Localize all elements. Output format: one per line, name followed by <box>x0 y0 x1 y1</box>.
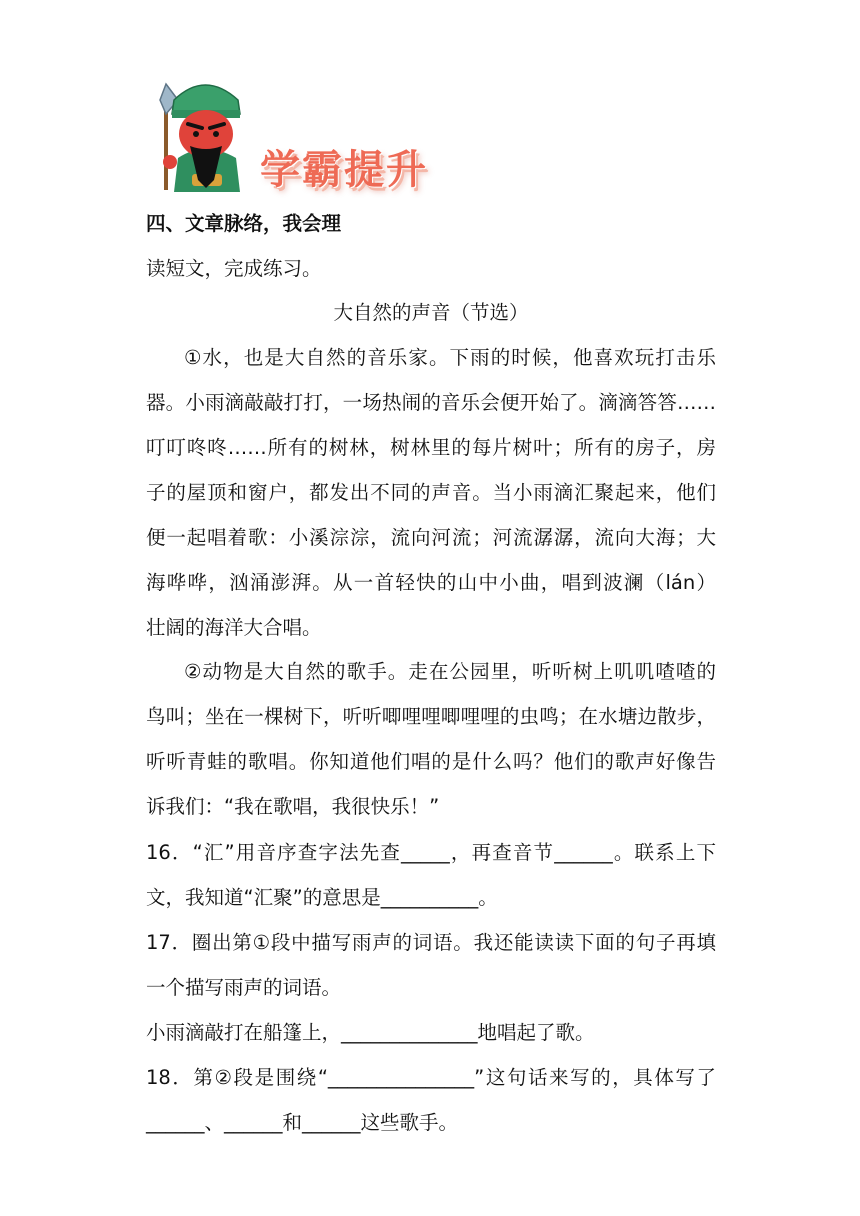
para2-line: 听听青蛙的歌唱。你知道他们唱的是什么吗？他们的歌声好像告 <box>146 750 716 773</box>
section-title: 四、文章脉络，我会理 <box>146 212 342 235</box>
para2-line: 诉我们：“我在歌唱，我很快乐！” <box>146 795 440 818</box>
para1-line: 便一起唱着歌：小溪淙淙，流向河流；河流潺潺，流向大海；大 <box>146 526 716 549</box>
question-16-line: 文，我知道“汇聚”的意思是__________。 <box>146 886 498 909</box>
para1-line: 海哗哗，汹涌澎湃。从一首轻快的山中小曲，唱到波澜（lán） <box>146 571 716 594</box>
xueba-tisheng-logo <box>150 70 460 200</box>
question-16-line: 16．“汇”用音序查字法先查_____，再查音节______。联系上下 <box>146 841 716 864</box>
para1-line: 壮阔的海洋大合唱。 <box>146 616 322 639</box>
para1-line: 器。小雨滴敲敲打打，一场热闹的音乐会便开始了。滴滴答答…… <box>146 391 716 414</box>
para1-line: 子的屋顶和窗户，都发出不同的声音。当小雨滴汇聚起来，他们 <box>146 481 716 504</box>
para1-line: 叮叮咚咚……所有的树林，树林里的每片树叶；所有的房子，房 <box>146 436 716 459</box>
instruction-text: 读短文，完成练习。 <box>146 257 322 280</box>
para2-line: 鸟叫；坐在一棵树下，听听唧哩哩唧哩哩的虫鸣；在水塘边散步， <box>146 705 716 728</box>
passage-title: 大自然的声音（节选） <box>333 301 529 324</box>
logo-title: 学霸提升 <box>260 147 428 193</box>
question-17-line: 小雨滴敲打在船篷上，______________地唱起了歌。 <box>146 1021 595 1044</box>
guan-yu-cartoon-icon <box>150 70 260 200</box>
question-17-line: 一个描写雨声的词语。 <box>146 976 342 999</box>
question-18-line: 18．第②段是围绕“_______________”这句话来写的，具体写了 <box>146 1066 716 1089</box>
question-18-line: ______、______和______这些歌手。 <box>146 1111 459 1134</box>
question-17-line: 17．圈出第①段中描写雨声的词语。我还能读读下面的句子再填 <box>146 931 716 954</box>
para1-line: ①水，也是大自然的音乐家。下雨的时候，他喜欢玩打击乐 <box>184 346 716 369</box>
para2-line: ②动物是大自然的歌手。走在公园里，听听树上叽叽喳喳的 <box>184 660 716 683</box>
